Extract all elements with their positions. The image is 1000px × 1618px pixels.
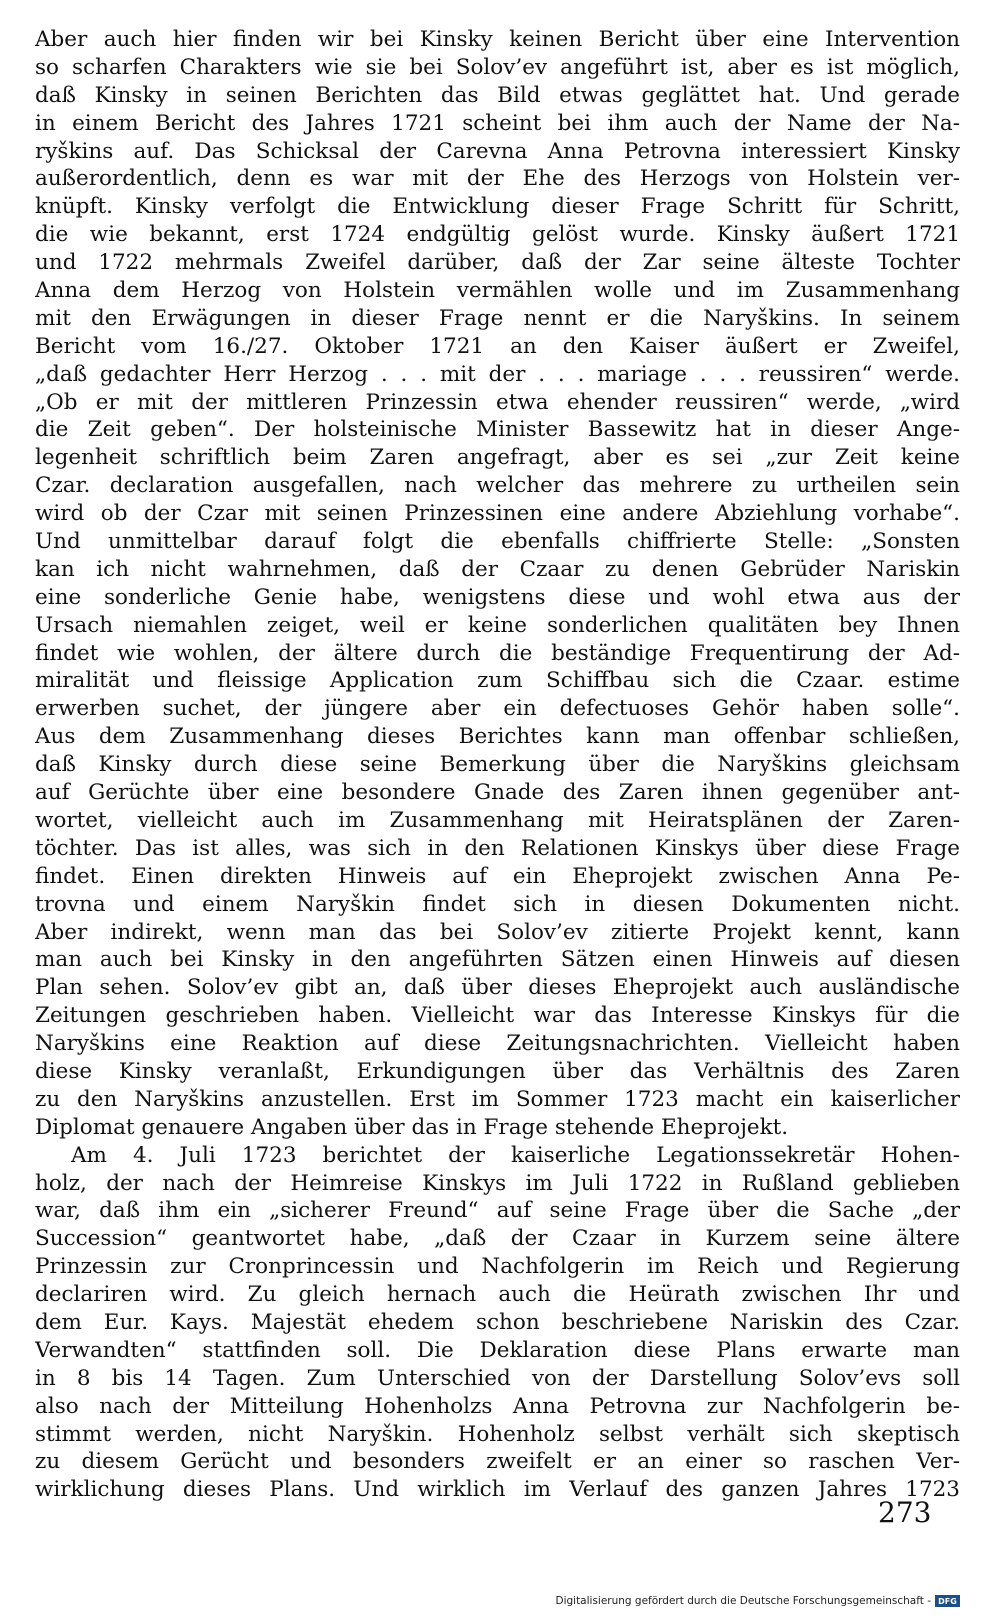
text-line: Aber auch hier finden wir bei Kinsky keinen Bericht über eine Intervention [35,27,960,52]
text-line: zu diesem Gerücht und besonders zweifelt er an einer so raschen Ver- [35,1449,960,1475]
paragraph-2 [35,1142,960,1505]
text-line: findet wie wohlen, der ältere durch die beständige Frequentirung der Ad- [35,640,960,666]
text-line: Bericht vom 16./27. Oktober 1721 an den Kaiser äußert er Zweifel, [35,333,960,359]
text-line: außerordentlich, denn es war mit der Ehe des Herzogs von Holstein ver- [35,166,960,192]
text-line: auf Gerüchte über eine besondere Gnade des Zaren ihnen gegenüber ant- [35,780,960,806]
text-line: ryškins auf. Das Schicksal der Carevna Anna Petrovna interessiert Kinsky [35,138,960,164]
text-line: Anna dem Herzog von Holstein vermählen wolle und im Zusammenhang [35,278,960,304]
text-line: miralität und fleissige Application zum Schiffbau sich die Czaar. estime [35,668,960,694]
text-line: und 1722 mehrmals Zweifel darüber, daß der Zar seine älteste Tochter [35,250,960,276]
text-line: Ursach niemahlen zeiget, weil er keine sonderlichen qualitäten bey Ihnen [35,612,960,638]
text-line: Prinzessin zur Cronprincessin und Nachfolgerin im Reich und Regierung [35,1254,960,1280]
text-line: daß Kinsky durch diese seine Bemerkung über die Naryškins gleichsam [35,752,960,778]
text-line: die Zeit geben“. Der holsteinische Minister Bassewitz hat in dieser Ange- [35,417,960,443]
text-line: Zeitungen geschrieben haben. Vielleicht war das Interesse Kinskys für die [35,1003,960,1029]
paragraph-1 [35,26,960,1142]
text-line: war, daß ihm ein „sicherer Freund“ auf seine Frage über die Sache „der [35,1198,960,1224]
text-line: Verwandten“ stattfinden soll. Die Deklaration diese Plans erwarte man [35,1337,960,1363]
text-line: mit den Erwägungen in dieser Frage nennt er die Naryškins. In seinem [35,305,960,331]
text-line: daß Kinsky in seinen Berichten das Bild etwas geglättet hat. Und gerade [35,82,960,108]
footer-text: Digitalisierung gefördert durch die Deutsche Forschungsgemeinschaft - [555,1595,931,1607]
dfg-logo-icon: DFG [935,1595,960,1607]
text-line: wirklichung dieses Plans. Und wirklich im Verlauf des ganzen Jahres 1723 [35,1477,960,1503]
text-line: Diplomat genauere Angaben über das in Frage stehende Eheprojekt. [35,1114,789,1140]
text-line: declariren wird. Zu gleich hernach auch die Heürath zwischen Ihr und [35,1282,960,1308]
text-line: diese Kinsky veranlaßt, Erkundigungen über das Verhältnis des Zaren [35,1058,960,1084]
text-line: knüpft. Kinsky verfolgt die Entwicklung dieser Frage Schritt für Schritt, [35,194,960,220]
text-line: in 8 bis 14 Tagen. Zum Unterschied von der Darstellung Solov’evs soll [35,1365,960,1391]
text-line: Czar. declaration ausgefallen, nach welcher das mehrere zu urtheilen sein [35,473,960,499]
text-line: also nach der Mitteilung Hohenholzs Anna Petrovna zur Nachfolgerin be- [35,1393,960,1419]
text-line: eine sonderliche Genie habe, wenigstens diese und wohl etwa aus der [35,584,960,610]
text-line: „daß gedachter Herr Herzog . . . mit der . . . mariage . . . reussiren“ werde. [35,361,960,387]
text-line: Aber indirekt, wenn man das bei Solov’ev zitierte Projekt kennt, kann [35,919,960,945]
text-line: Plan sehen. Solov’ev gibt an, daß über dieses Eheprojekt auch ausländische [35,975,960,1001]
text-line: erwerben suchet, der jüngere aber ein defectuoses Gehör haben solle“. [35,696,960,722]
page-number: 273 [878,1496,932,1529]
text-line: Am 4. Juli 1723 berichtet der kaiserliche Legationssekretär Hohen- [71,1142,960,1168]
text-line: trovna und einem Naryškin findet sich in diesen Dokumenten nicht. [35,891,960,917]
text-line: Und unmittelbar darauf folgt die ebenfalls chiffrierte Stelle: „Sonsten [35,529,960,555]
text-line: holz, der nach der Heimreise Kinskys im Juli 1722 in Rußland geblieben [35,1170,960,1196]
text-line: man auch bei Kinsky in den angeführten Sätzen einen Hinweis auf diesen [35,947,960,973]
text-line: so scharfen Charakters wie sie bei Solov’ev angeführt ist, aber es ist möglich, [35,54,960,80]
text-line: „Ob er mit der mittleren Prinzessin etwa ehender reussiren“ werde, „wird [35,389,960,415]
text-line: kan ich nicht wahrnehmen, daß der Czaar zu denen Gebrüder Nariskin [35,556,960,582]
text-line: Aus dem Zusammenhang dieses Berichtes kann man offenbar schließen, [35,724,960,750]
text-line: töchter. Das ist alles, was sich in den Relationen Kinskys über diese Frage [35,835,960,861]
digitization-footer [555,1593,960,1609]
text-line: in einem Bericht des Jahres 1721 scheint bei ihm auch der Name der Na- [35,110,960,136]
text-line: zu den Naryškins anzustellen. Erst im Sommer 1723 macht ein kaiserlicher [35,1086,960,1112]
text-line: wortet, vielleicht auch im Zusammenhang mit Heiratsplänen der Zaren- [35,807,960,833]
text-line: findet. Einen direkten Hinweis auf ein Eheprojekt zwischen Anna Pe- [35,863,960,889]
text-line: die wie bekannt, erst 1724 endgültig gelöst wurde. Kinsky äußert 1721 [35,222,960,248]
text-line: Succession“ geantwortet habe, „daß der Czaar in Kurzem seine ältere [35,1226,960,1252]
text-line: Naryškins eine Reaktion auf diese Zeitungsnachrichten. Vielleicht haben [35,1031,960,1057]
page-body [35,26,960,1504]
text-line: dem Eur. Kays. Majestät ehedem schon beschriebene Nariskin des Czar. [35,1309,960,1335]
text-line: stimmt werden, nicht Naryškin. Hohenholz selbst verhält sich skeptisch [35,1421,960,1447]
text-line: wird ob der Czar mit seinen Prinzessinen eine andere Abziehlung vorhabe“. [35,501,960,527]
text-line: legenheit schriftlich beim Zaren angefragt, aber es sei „zur Zeit keine [35,445,960,471]
